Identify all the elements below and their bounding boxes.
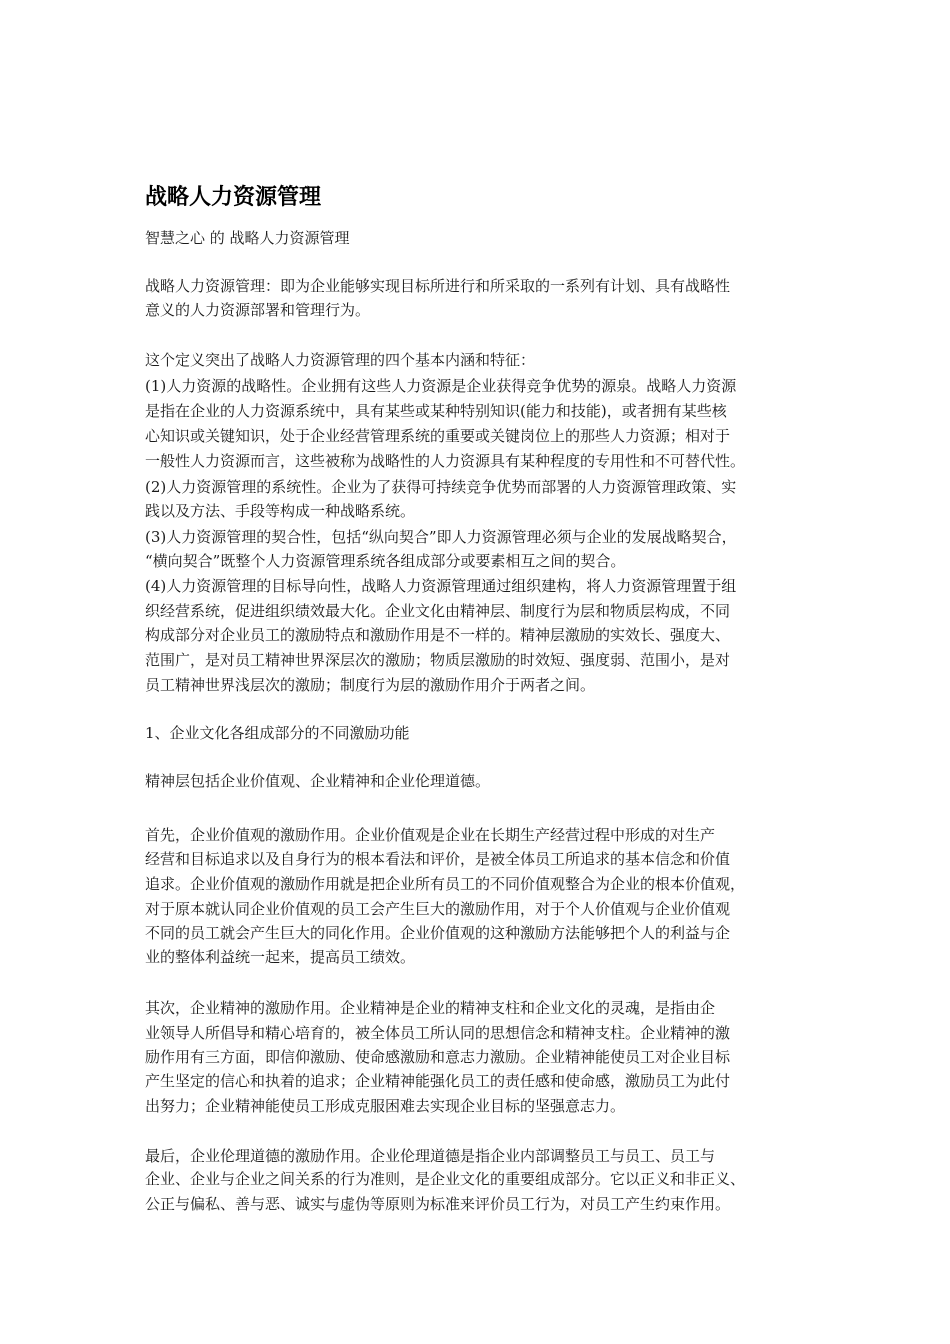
body-line: 业领导人所倡导和精心培育的，被全体员工所认同的思想信念和精神支柱。企业精神的激 bbox=[145, 1024, 731, 1042]
body-line: 是指在企业的人力资源系统中，具有某些或某种特别知识(能力和技能)，或者拥有某些核 bbox=[145, 402, 727, 420]
body-line: 企业、企业与企业之间关系的行为准则，是企业文化的重要组成部分。它以正义和非正义、 bbox=[145, 1170, 746, 1188]
body-line: 构成部分对企业员工的激励特点和激励作用是不一样的。精神层激励的实效长、强度大、 bbox=[145, 626, 731, 644]
body-line: 践以及方法、手段等构成一种战略系统。 bbox=[145, 502, 416, 520]
body-line: 励作用有三方面，即信仰激励、使命感激励和意志力激励。企业精神能使员工对企业目标 bbox=[145, 1048, 731, 1066]
body-line: 织经营系统，促进组织绩效最大化。企业文化由精神层、制度行为层和物质层构成，不同 bbox=[145, 602, 731, 620]
body-line: 1、企业文化各组成部分的不同激励功能 bbox=[145, 724, 410, 742]
body-line: 意义的人力资源部署和管理行为。 bbox=[145, 301, 371, 319]
body-line: (1)人力资源的战略性。企业拥有这些人力资源是企业获得竞争优势的源泉。战略人力资源 bbox=[145, 377, 737, 395]
body-line: 出努力；企业精神能使员工形成克服困难去实现企业目标的坚强意志力。 bbox=[145, 1097, 626, 1115]
body-line: 业的整体利益统一起来，提高员工绩效。 bbox=[145, 948, 416, 966]
body-line: 产生坚定的信心和执着的追求；企业精神能强化员工的责任感和使命感，激励员工为此付 bbox=[145, 1072, 731, 1090]
body-line: 范围广，是对员工精神世界深层次的激励；物质层激励的时效短、强度弱、范围小，是对 bbox=[145, 651, 731, 669]
body-line: 对于原本就认同企业价值观的员工会产生巨大的激励作用，对于个人价值观与企业价值观 bbox=[145, 900, 731, 918]
body-line: 精神层包括企业价值观、企业精神和企业伦理道德。 bbox=[145, 772, 491, 790]
body-line: 战略人力资源管理：即为企业能够实现目标所进行和所采取的一系列有计划、具有战略性 bbox=[145, 277, 731, 295]
body-line: 一般性人力资源而言，这些被称为战略性的人力资源具有某种程度的专用性和不可替代性。 bbox=[145, 452, 746, 470]
body-line: 首先，企业价值观的激励作用。企业价值观是企业在长期生产经营过程中形成的对生产 bbox=[145, 826, 716, 844]
body-line: 心知识或关键知识，处于企业经营管理系统的重要或关键岗位上的那些人力资源；相对于 bbox=[145, 427, 731, 445]
body-line: 追求。企业价值观的激励作用就是把企业所有员工的不同价值观整合为企业的根本价值观， bbox=[145, 875, 746, 893]
body-line: (3)人力资源管理的契合性，包括“纵向契合”即人力资源管理必须与企业的发展战略契合， bbox=[145, 528, 737, 546]
document-subtitle: 智慧之心 的 战略人力资源管理 bbox=[145, 229, 350, 247]
body-line: 其次，企业精神的激励作用。企业精神是企业的精神支柱和企业文化的灵魂，是指由企 bbox=[145, 999, 716, 1017]
body-line: “横向契合”既整个人力资源管理系统各组成部分或要素相互之间的契合。 bbox=[145, 552, 626, 570]
body-line: 员工精神世界浅层次的激励；制度行为层的激励作用介于两者之间。 bbox=[145, 676, 596, 694]
body-line: 公正与偏私、善与恶、诚实与虚伪等原则为标准来评价员工行为，对员工产生约束作用。 bbox=[145, 1195, 731, 1213]
body-line: 不同的员工就会产生巨大的同化作用。企业价值观的这种激励方法能够把个人的利益与企 bbox=[145, 924, 731, 942]
body-line: 这个定义突出了战略人力资源管理的四个基本内涵和特征： bbox=[145, 351, 536, 369]
body-line: (4)人力资源管理的目标导向性，战略人力资源管理通过组织建构，将人力资源管理置于组 bbox=[145, 577, 737, 595]
body-line: 最后，企业伦理道德的激励作用。企业伦理道德是指企业内部调整员工与员工、员工与 bbox=[145, 1147, 716, 1165]
body-line: 经营和目标追求以及自身行为的根本看法和评价，是被全体员工所追求的基本信念和价值 bbox=[145, 850, 731, 868]
document-title: 战略人力资源管理 bbox=[145, 185, 322, 210]
body-line: (2)人力资源管理的系统性。企业为了获得可持续竞争优势而部署的人力资源管理政策、实 bbox=[145, 478, 737, 496]
